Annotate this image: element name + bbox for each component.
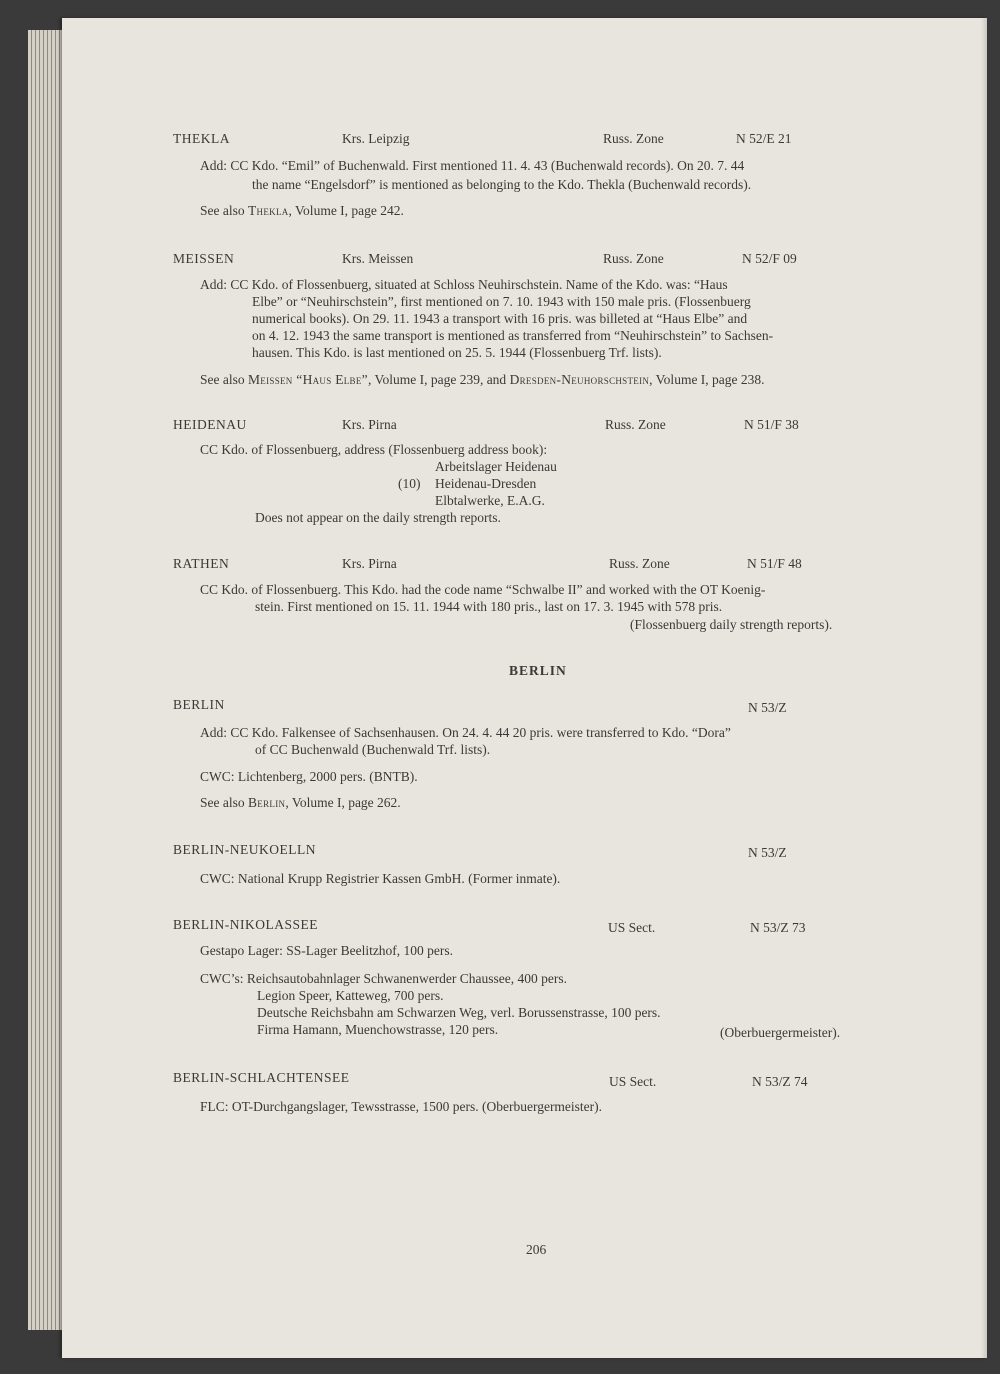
entry-text-line: CWC’s: Reichsautobahnlager Schwanenwerder Chaussee, 400 pers. bbox=[200, 971, 568, 986]
source-note: (Oberbuergermeister). bbox=[720, 1025, 841, 1040]
entry-grid: N 51/F 38 bbox=[744, 417, 799, 432]
entry-text-line: Does not appear on the daily strength reports. bbox=[255, 510, 501, 525]
entry-district: Krs. Pirna bbox=[342, 556, 397, 571]
see-also: See also Thekla, Volume I, page 242. bbox=[200, 203, 404, 218]
entry-zone: Russ. Zone bbox=[605, 417, 666, 432]
entry-text-line: CC Kdo. of Flossenbuerg. This Kdo. had the code name “Schwalbe II” and worked with the OT Koenig- bbox=[200, 582, 766, 597]
entry-text-line: Add: CC Kdo. of Flossenbuerg, situated at Schloss Neuhirschstein. Name of the Kdo. was: “Haus bbox=[200, 277, 728, 292]
entry-text-line: CWC: National Krupp Registrier Kassen GmbH. (Former inmate). bbox=[200, 871, 561, 886]
entry-text-line: Gestapo Lager: SS-Lager Beelitzhof, 100 pers. bbox=[200, 943, 454, 958]
entry-text-line: FLC: OT-Durchgangslager, Tewsstrasse, 1500 pers. (Oberbuergermeister). bbox=[200, 1099, 603, 1114]
page-number: 206 bbox=[526, 1242, 547, 1257]
entry-text-line: hausen. This Kdo. is last mentioned on 25. 5. 1944 (Flossenbuerg Trf. lists). bbox=[252, 345, 662, 360]
entry-zone: US Sect. bbox=[608, 920, 656, 935]
entry-zone: Russ. Zone bbox=[609, 556, 670, 571]
entry-text-line: on 4. 12. 1943 the same transport is mentioned as transferred from “Neuhirschstein” to Sachsen- bbox=[252, 328, 774, 343]
entry-grid: N 52/F 09 bbox=[742, 251, 797, 266]
postcode: (10) bbox=[398, 476, 421, 491]
entry-text-line: Add: CC Kdo. Falkensee of Sachsenhausen. On 24. 4. 44 20 pris. were transferred to Kdo. “Dora” bbox=[200, 725, 731, 740]
see-also: See also Meissen “Haus Elbe”, Volume I, page 239, and Dresden-Neuhorschstein, Volume I, page 238. bbox=[200, 372, 765, 387]
entry-text-line: the name “Engelsdorf” is mentioned as belonging to the Kdo. Thekla (Buchenwald records). bbox=[252, 177, 752, 192]
entry-text-line: numerical books). On 29. 11. 1943 a transport with 16 pris. was billeted at “Haus Elbe” and bbox=[252, 311, 748, 326]
entry-grid: N 53/Z 74 bbox=[752, 1074, 808, 1089]
entry-place: RATHEN bbox=[173, 556, 230, 571]
entry-place: HEIDENAU bbox=[173, 417, 247, 432]
entry-text-line: Elbe” or “Neuhirschstein”, first mentioned on 7. 10. 1943 with 150 male pris. (Flossenbuerg bbox=[252, 294, 751, 309]
address-line: Arbeitslager Heidenau bbox=[435, 459, 557, 474]
entry-district: Krs. Pirna bbox=[342, 417, 397, 432]
entry-text-line: CC Kdo. of Flossenbuerg, address (Flossenbuerg address book): bbox=[200, 442, 548, 457]
entry-text-line: Deutsche Reichsbahn am Schwarzen Weg, verl. Borussenstrasse, 100 pers. bbox=[257, 1005, 661, 1020]
entry-grid: N 53/Z bbox=[748, 700, 787, 715]
entry-grid: N 53/Z 73 bbox=[750, 920, 806, 935]
entry-place: MEISSEN bbox=[173, 251, 235, 266]
entry-grid: N 53/Z bbox=[748, 845, 787, 860]
entry-text-line: (Flossenbuerg daily strength reports). bbox=[630, 617, 833, 632]
book-page bbox=[62, 18, 987, 1358]
entry-place: THEKLA bbox=[173, 131, 230, 146]
entry-place: BERLIN bbox=[173, 697, 225, 712]
page-gutter-shadow bbox=[981, 18, 987, 1358]
entry-text-line: Legion Speer, Katteweg, 700 pers. bbox=[257, 988, 444, 1003]
entry-text-line: Add: CC Kdo. “Emil” of Buchenwald. First mentioned 11. 4. 43 (Buchenwald records). On 20. 7. 44 bbox=[200, 158, 745, 173]
entry-district: Krs. Meissen bbox=[342, 251, 414, 266]
see-also: See also Berlin, Volume I, page 262. bbox=[200, 795, 401, 810]
entry-text-line: stein. First mentioned on 15. 11. 1944 with 180 pris., last on 17. 3. 1945 with 578 pris. bbox=[255, 599, 723, 614]
address-line: Elbtalwerke, E.A.G. bbox=[435, 493, 545, 508]
entry-text-line: of CC Buchenwald (Buchenwald Trf. lists). bbox=[255, 742, 491, 757]
entry-grid: N 52/E 21 bbox=[736, 131, 792, 146]
entry-text-line: CWC: Lichtenberg, 2000 pers. (BNTB). bbox=[200, 769, 418, 784]
entry-district: Krs. Leipzig bbox=[342, 131, 410, 146]
entry-place: BERLIN-NIKOLASSEE bbox=[173, 917, 318, 932]
entry-place: BERLIN-SCHLACHTENSEE bbox=[173, 1070, 350, 1085]
entry-zone: US Sect. bbox=[609, 1074, 657, 1089]
entry-place: BERLIN-NEUKOELLN bbox=[173, 842, 316, 857]
entry-text-line: Firma Hamann, Muenchowstrasse, 120 pers. bbox=[257, 1022, 499, 1037]
section-heading: BERLIN bbox=[509, 663, 567, 678]
entry-grid: N 51/F 48 bbox=[747, 556, 802, 571]
entry-zone: Russ. Zone bbox=[603, 131, 664, 146]
entry-zone: Russ. Zone bbox=[603, 251, 664, 266]
address-line: Heidenau-Dresden bbox=[435, 476, 537, 491]
